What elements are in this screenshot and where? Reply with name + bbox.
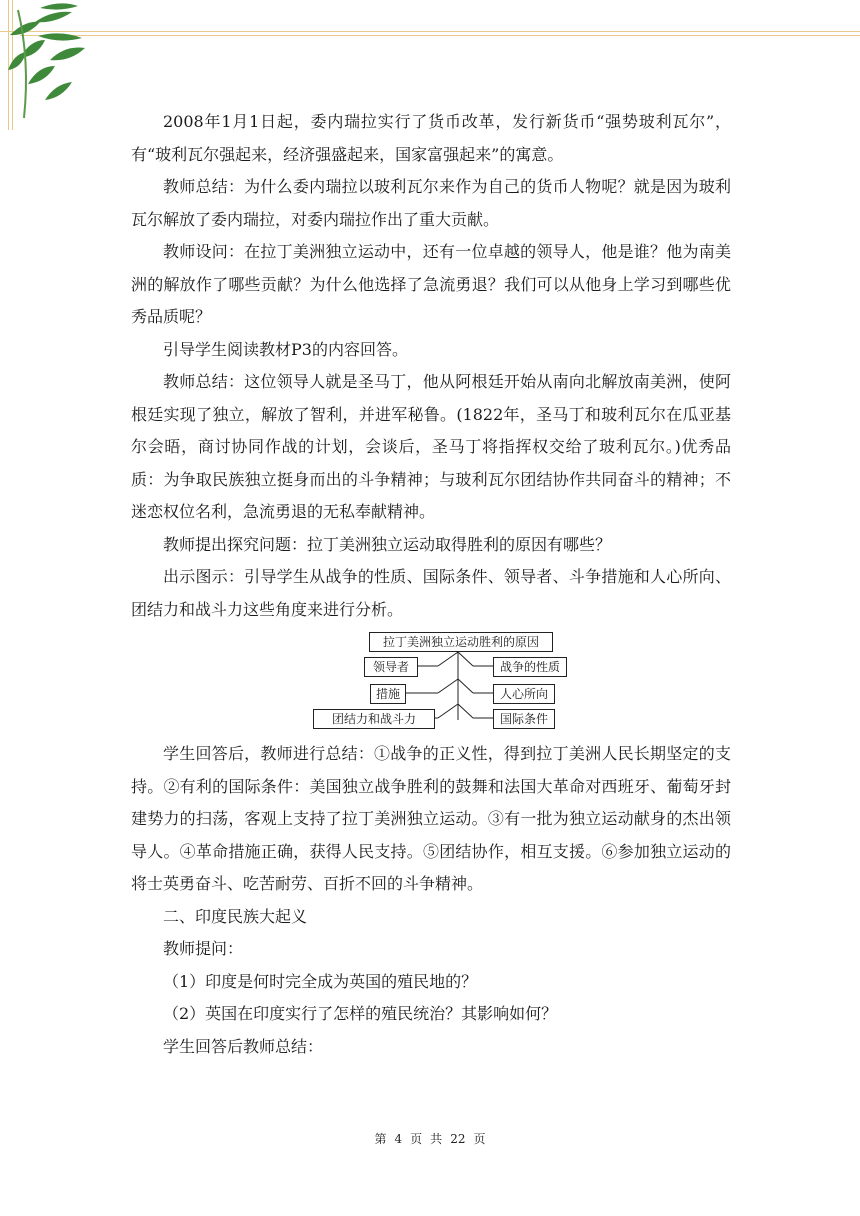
paragraph: 学生回答后，教师进行总结：①战争的正义性，得到拉丁美洲人民长期坚定的支持。②有利的国际条件：美国独立战争胜利的鼓舞和法国大革命对西班牙、葡萄牙封建势力的扫荡，客观上支持了拉丁美洲独立运动。③有一批为独立运动献身的杰出领导人。④革命措施正确，获得人民支持。⑤团结协作，相互支援。⑥参加独立运动的将士英勇奋斗、吃苦耐劳、百折不回的斗争精神。 bbox=[131, 744, 731, 893]
diagram-left-label: 团结力和战斗力 bbox=[331, 712, 416, 726]
diagram-right-box bbox=[493, 709, 555, 729]
paragraph: 2008年1月1日起，委内瑞拉实行了货币改革，发行新货币“强势玻利瓦尔”，有“玻利瓦尔强起来，经济强盛起来，国家富强起来”的寓意。 bbox=[131, 112, 731, 164]
diagram-title-box bbox=[369, 632, 553, 652]
diagram-left-box bbox=[370, 684, 406, 704]
page-footer bbox=[0, 1130, 860, 1147]
paragraph: 教师设问：在拉丁美洲独立运动中，还有一位卓越的领导人，他是谁？他为南美洲的解放作了哪些贡献？为什么他选择了急流勇退？我们可以从他身上学习到哪些优秀品质呢？ bbox=[131, 242, 731, 326]
footer-suffix: 页 bbox=[473, 1132, 486, 1146]
section-heading: 二、印度民族大起义 bbox=[163, 906, 308, 926]
diagram-right-label: 战争的性质 bbox=[499, 660, 560, 674]
paragraph: 出示图示：引导学生从战争的性质、国际条件、领导者、斗争措施和人心所向、团结力和战斗力这些角度来进行分析。 bbox=[131, 567, 731, 619]
top-border-line-inner bbox=[20, 35, 860, 36]
top-border-line bbox=[0, 31, 860, 32]
question-item: （1）印度是何时完全成为英国的殖民地的？ bbox=[163, 971, 478, 991]
diagram-right-box bbox=[493, 684, 555, 704]
paragraph: 学生回答后教师总结： bbox=[163, 1036, 324, 1056]
paragraph: 引导学生阅读教材P3的内容回答。 bbox=[163, 339, 408, 359]
diagram-title: 拉丁美洲独立运动胜利的原因 bbox=[382, 635, 539, 649]
diagram-right-label: 人心所向 bbox=[499, 687, 548, 701]
diagram-left-box bbox=[364, 657, 418, 677]
bamboo-leaves-decoration bbox=[0, 0, 120, 120]
footer-prefix: 第 bbox=[374, 1132, 387, 1146]
paragraph: 教师总结：这位领导人就是圣马丁，他从阿根廷开始从南向北解放南美洲，使阿根廷实现了独立，解放了智利，并进军秘鲁。(1822年，圣马丁和玻利瓦尔在瓜亚基尔会晤，商讨协同作战的计划，会谈后，圣马丁将指挥权交给了玻利瓦尔。)优秀品质：为争取民族独立挺身而出的斗争精神；与玻利瓦尔团结协作共同奋斗的精神；不迷恋权位名利，急流勇退的无私奉献精神。 bbox=[131, 372, 731, 521]
diagram-left-label: 领导者 bbox=[372, 660, 409, 674]
paragraph: 教师提问： bbox=[163, 939, 244, 958]
diagram-left-box bbox=[313, 709, 435, 729]
footer-page-word: 页 bbox=[410, 1132, 423, 1146]
paragraph: 教师总结：为什么委内瑞拉以玻利瓦尔来作为自己的货币人物呢？就是因为玻利瓦尔解放了委内瑞拉，对委内瑞拉作出了重大贡献。 bbox=[131, 177, 731, 229]
footer-total-word: 共 bbox=[430, 1132, 443, 1146]
document-body bbox=[131, 106, 731, 1063]
diagram-left-label: 措施 bbox=[375, 687, 400, 701]
page-number: 4 bbox=[394, 1132, 403, 1146]
diagram-right-box bbox=[493, 657, 567, 677]
causes-diagram bbox=[333, 630, 563, 734]
paragraph: 教师提出探究问题：拉丁美洲独立运动取得胜利的原因有哪些？ bbox=[163, 534, 612, 554]
total-pages: 22 bbox=[450, 1132, 466, 1146]
diagram-right-label: 国际条件 bbox=[499, 712, 548, 726]
question-item: （2）英国在印度实行了怎样的殖民统治？其影响如何？ bbox=[163, 1004, 558, 1023]
